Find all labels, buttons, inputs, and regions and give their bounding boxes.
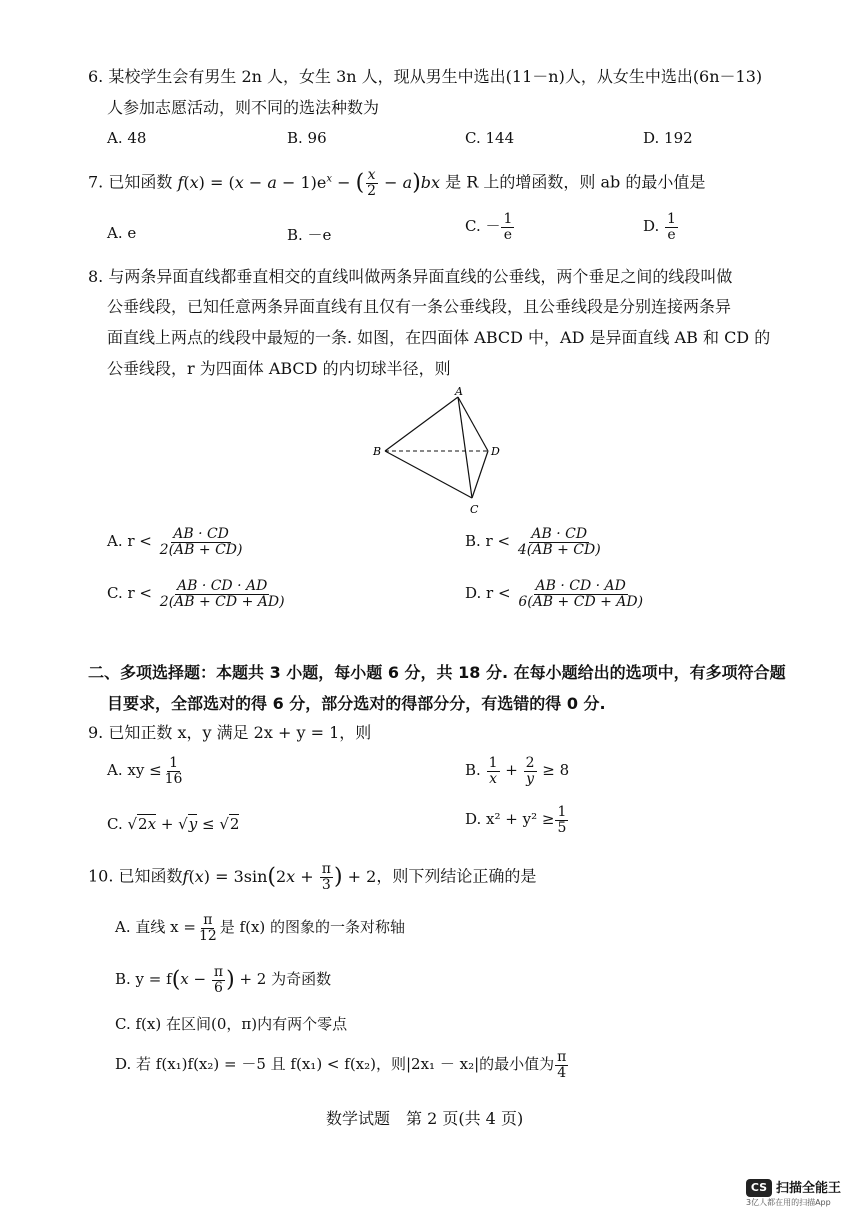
q10-option-b: B. y = f(x − $\frac{\pi}{6}$ ) + 2 为奇函数 [115,964,332,996]
q9-stem: 9. 已知正数 x，y 满足 2x + y = 1，则 [88,723,372,742]
q8-option-d: D. r < $\frac{AB \cdot CD \cdot AD}{6(AB + CD + AD)}$ [465,578,644,610]
q8-line1: 8. 与两条异面直线都垂直相交的直线叫做两条异面直线的公垂线，两个垂足之间的线段叫做 [88,267,733,286]
q7-option-d: D. $\frac{1}{e}$ [643,211,676,243]
q8-line4: 公垂线段，r 为四面体 ABCD 的内切球半径，则 [107,359,451,378]
q10-stem: 10. 已知函数f(x) = 3sin(2x + $\frac{\pi}{3}$ ) + 2，则下列结论正确的是 [88,861,537,893]
scanner-tagline: 3亿人都在用的扫描App [746,1198,831,1207]
scanner-watermark [746,1176,841,1208]
q8-option-c: C. r < $\frac{AB \cdot CD \cdot AD}{2(AB + CD + AD)}$ [107,578,285,610]
q10-option-d: D. 若 f(x₁)f(x₂) = －5 且 f(x₁) < f(x₂)，则|2x₁ － x₂|的最小值为 $\frac{\pi}{4}$ [115,1049,567,1081]
q7-option-b: B. －e [287,226,332,244]
q10-option-a: A. 直线 x = $\frac{\pi}{12}$ 是 f(x) 的图象的一条对称轴 [115,912,406,944]
scanner-app-name: 扫描全能王 [776,1181,842,1196]
q7-suffix: 是 R 上的增函数，则 ab 的最小值是 [445,172,706,192]
q9-option-d: D. x² + y² ≥ $\frac{1}{5}$ [465,804,567,836]
q8-line3: 面直线上两点的线段中最短的一条. 如图，在四面体 ABCD 中，AD 是异面直线 AB 和 CD 的 [107,328,771,347]
vertex-c-label: C [470,503,479,516]
q9-option-a: A. xy ≤ $\frac{1}{16}$ [107,755,183,787]
q8-line2: 公垂线段，已知任意两条异面直线有且仅有一条公垂线段，且公垂线段是分别连接两条异 [107,297,732,316]
q7-option-c: C. － $\frac{1}{e}$ [465,211,513,243]
q6-option-a: A. 48 [107,129,147,147]
q8-option-a: A. r < $\frac{AB \cdot CD}{2(AB + CD)}$ [107,526,243,558]
q7-option-a: A. e [107,224,137,242]
q6-option-b: B. 96 [287,129,327,147]
q7-prefix: 7. 已知函数 [88,172,173,192]
q10-option-c: C. f(x) 在区间(0，π)内有两个零点 [115,1015,348,1033]
q6-line2: 人参加志愿活动，则不同的选法种数为 [107,98,380,117]
q10-function: f(x) = 3sin(2x + $\frac{\pi}{3}$ ) + 2 [182,861,377,893]
page-footer: 数学试题 第 2 页(共 4 页) [326,1109,524,1128]
section2-line2: 目要求，全部选对的得 6 分，部分选对的得部分分，有选错的得 0 分. [107,694,606,713]
tetrahedron-figure [360,385,520,520]
q6-option-c: C. 144 [465,129,515,147]
q7-function: $f(x) = (x - a - 1)e^x$ − ( $\frac{x}{2}$ − a)bx [177,167,441,199]
vertex-a-label: A [455,385,463,398]
vertex-d-label: D [491,445,500,458]
vertex-b-label: B [373,445,382,458]
q6-option-d: D. 192 [643,129,693,147]
q9-option-b: B. $\frac{1}{x}$ + $\frac{2}{y}$ ≥ 8 [465,755,570,787]
section2-line1: 二、多项选择题：本题共 3 小题，每小题 6 分，共 18 分. 在每小题给出的选项中，有多项符合题 [88,663,786,682]
q8-option-b: B. r < $\frac{AB \cdot CD}{4(AB + CD)}$ [465,526,601,558]
q9-option-c: C. √2x + √y ≤ √2 [107,815,240,833]
cs-logo-icon: CS [746,1179,772,1197]
q7-stem [88,168,705,198]
q6-line1: 6. 某校学生会有男生 2n 人，女生 3n 人，现从男生中选出(11－n)人，从女生中选出(6n－13) [88,67,763,86]
